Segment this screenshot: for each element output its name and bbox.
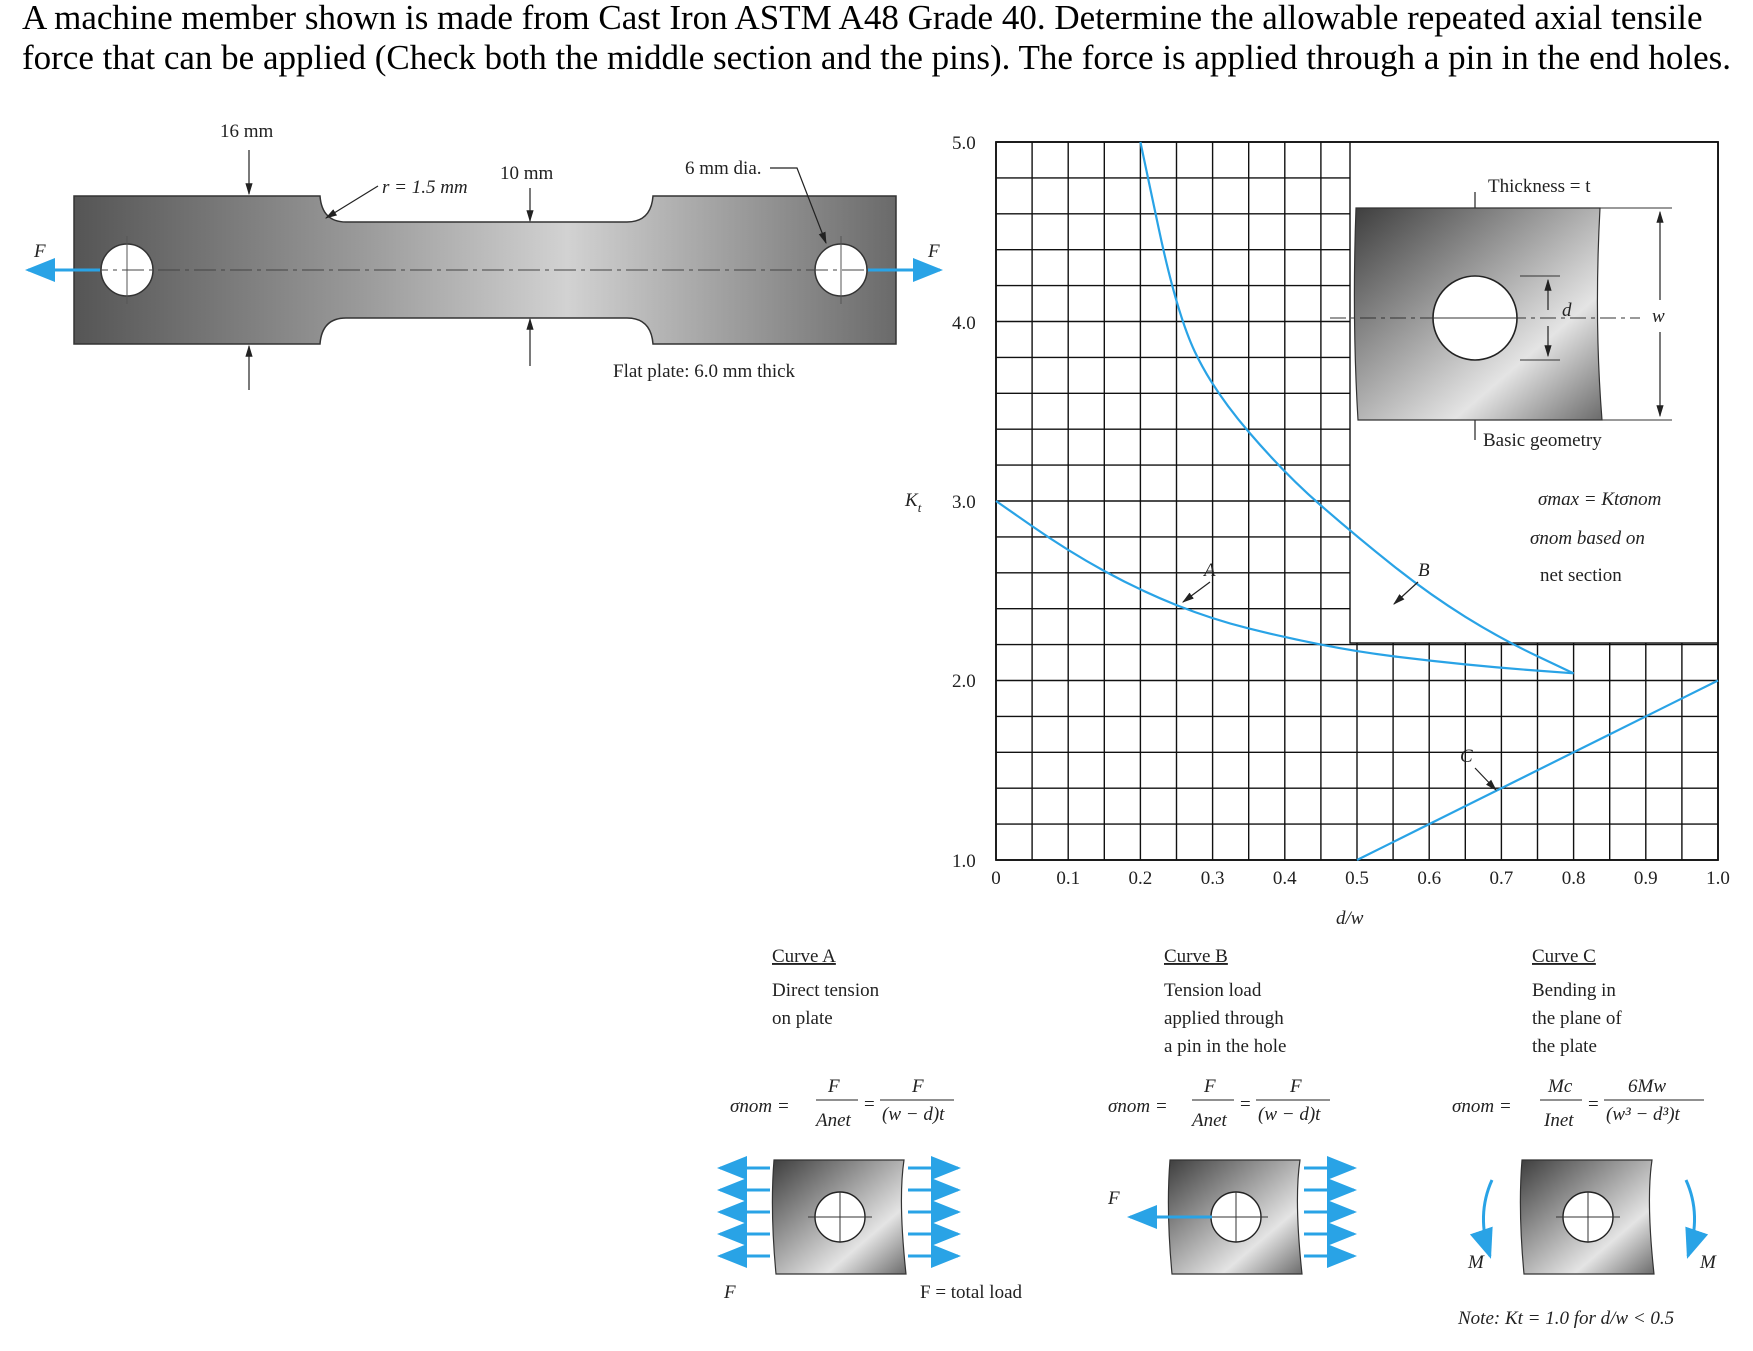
x-tick-label: 0.9 [1633, 868, 1658, 889]
inset-d-label: d [1562, 300, 1572, 321]
curve-a-eq-mid-num: F [828, 1076, 840, 1097]
curve-b-eq-mid-num: F [1204, 1076, 1216, 1097]
curve-b-eq-lhs: σnom = [1108, 1096, 1168, 1117]
y-tick-2: 2.0 [952, 671, 976, 692]
x-tick-label: 0.4 [1272, 868, 1297, 889]
y-tick-5: 5.0 [952, 133, 976, 154]
x-tick-label: 0.2 [1128, 868, 1153, 889]
curve-c-eq-mid-den: Inet [1544, 1110, 1574, 1131]
curve-a-eq-rhs-den: (w − d)t [882, 1104, 945, 1125]
inset-w-label: w [1652, 306, 1665, 327]
force-label-left: F [34, 241, 46, 262]
curve-a-note: F = total load [920, 1282, 1023, 1303]
svg-text:=: = [1588, 1094, 1599, 1115]
curve-b-force: F [1108, 1188, 1120, 1209]
plate-thickness-note: Flat plate: 6.0 mm thick [613, 361, 796, 382]
x-tick-label: 0.7 [1489, 868, 1514, 889]
inset-caption: Basic geometry [1483, 430, 1602, 451]
x-tick-label: 1.0 [1706, 868, 1730, 889]
moment-arrow-left [1483, 1180, 1492, 1256]
dim-radius: r = 1.5 mm [382, 177, 468, 198]
curve-a-title: Curve A [772, 946, 836, 967]
curve-a-desc-1: Direct tension [772, 980, 880, 1001]
curve-a-force: F [724, 1282, 736, 1303]
x-tick-label: 0.5 [1345, 868, 1369, 889]
svg-text:=: = [1240, 1094, 1251, 1115]
inset-eq1: σmax = Ktσnom [1538, 489, 1662, 510]
inset-eq2-b: net section [1540, 565, 1622, 586]
member-figure [28, 121, 940, 390]
curve-a-eq-lhs: σnom = [730, 1096, 790, 1117]
curve-c-desc-3: the plate [1532, 1036, 1597, 1057]
x-tick-label: 0.8 [1561, 868, 1586, 889]
x-tick-labels [991, 868, 1730, 889]
dim-end-width: 16 mm [220, 121, 274, 142]
curve-a-desc-2: on plate [772, 1008, 833, 1029]
curve-panel-a [720, 946, 1023, 1303]
curve-c-desc-2: the plane of [1532, 1008, 1622, 1029]
curve-a-eq-rhs-num: F [912, 1076, 924, 1097]
curve-a-eq-mid-den: Anet [816, 1110, 851, 1131]
x-tick-label: 0.6 [1417, 868, 1442, 889]
curve-label-b: B [1418, 560, 1430, 581]
curve-c-eq-mid-num: Mc [1548, 1076, 1573, 1097]
y-axis-label: $K_t$ [905, 490, 922, 515]
moment-arrow-right [1686, 1180, 1695, 1256]
curve-b-desc-1: Tension load [1164, 980, 1262, 1001]
moment-label-right: M [1700, 1252, 1716, 1273]
curve-c-eq-rhs-num: 6Mw [1628, 1076, 1666, 1097]
curve-c-eq-lhs: σnom = [1452, 1096, 1512, 1117]
curve-b-title: Curve B [1164, 946, 1228, 967]
force-label-right: F [928, 241, 940, 262]
moment-label-left: M [1468, 1252, 1484, 1273]
stress-chart [904, 133, 1730, 929]
dim-mid-width: 10 mm [500, 163, 554, 184]
y-tick-4: 4.0 [952, 313, 976, 334]
x-tick-label: 0.3 [1200, 868, 1225, 889]
inset-thickness-label: Thickness = t [1488, 176, 1591, 197]
curve-c-eq-rhs-den: (w³ − d³)t [1606, 1104, 1680, 1125]
problem-statement: A machine member shown is made from Cast Iron ASTM A48 Grade 40. Determine the allowable repeated axial tensile force that can be applied (Check both the middle section and the pins). The force is applied through a pin in the end holes. [22, 0, 1731, 77]
x-tick-label: 0.1 [1056, 868, 1081, 889]
curve-b-eq-rhs-den: (w − d)t [1258, 1104, 1321, 1125]
x-axis-label: d/w [1336, 908, 1364, 929]
svg-text:=: = [864, 1094, 875, 1115]
y-tick-1: 1.0 [952, 851, 976, 872]
y-tick-3: 3.0 [952, 492, 976, 513]
curve-c-title: Curve C [1532, 946, 1596, 967]
curve-b-eq-mid-den: Anet [1192, 1110, 1227, 1131]
dim-hole-dia: 6 mm dia. [685, 158, 762, 179]
curve-label-a: A [1204, 560, 1216, 581]
curve-label-c: C [1460, 746, 1473, 767]
inset-eq2-a: σnom based on [1530, 528, 1645, 549]
curve-panel-c [1452, 946, 1717, 1329]
curve-c-note: Note: Kt = 1.0 for d/w < 0.5 [1458, 1308, 1675, 1329]
x-tick-label: 0 [991, 868, 1001, 889]
curve-b-desc-3: a pin in the hole [1164, 1036, 1287, 1057]
curve-c-desc-1: Bending in [1532, 980, 1616, 1001]
curve-b-desc-2: applied through [1164, 1008, 1284, 1029]
curve-b-eq-rhs-num: F [1290, 1076, 1302, 1097]
curve-panel-b [1107, 946, 1354, 1274]
